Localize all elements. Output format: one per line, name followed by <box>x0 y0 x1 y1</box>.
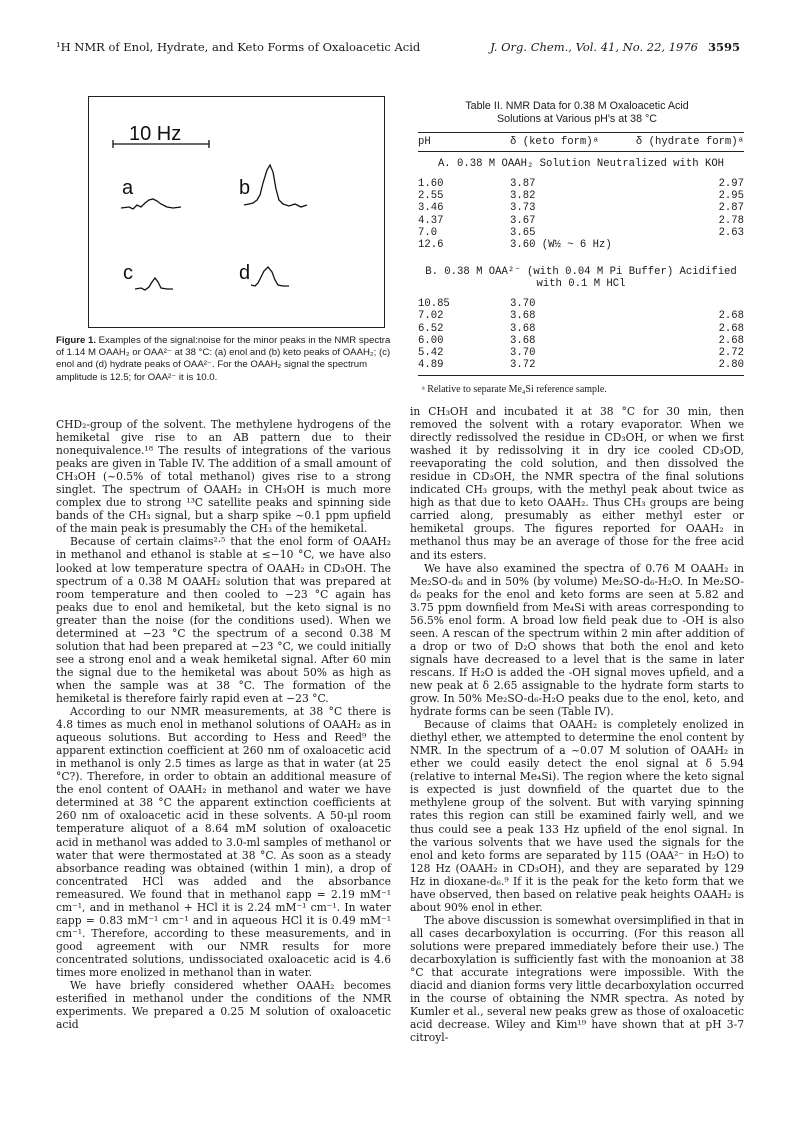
table-section-b-line-2: with 0.1 M HCl <box>536 278 626 291</box>
scale-bar-label: 10 Hz <box>129 123 182 145</box>
spectrum-b <box>244 165 307 207</box>
col-header-ph: pH <box>418 136 431 148</box>
spectrum-d <box>251 267 289 286</box>
table-title-line-1: Table II. NMR Data for 0.38 M Oxaloacetic Acid <box>465 100 689 112</box>
figure-caption-text: Examples of the signal:noise for the minor peaks in the NMR spectra of 1.14 M OAAH₂ or OAA²⁻ at 38 °C: (a) enol and (b) keto peaks of OAAH₂; (c) enol and (d) hydrate peaks of OAA²⁻. For the OAAH₂ signal the spectrum amplitude is 12.5; for OAA²⁻ it is 10.0. <box>56 335 391 383</box>
cell-keto: 3.73 <box>510 202 536 215</box>
figure-1 <box>88 96 385 328</box>
cell-ph: 4.89 <box>418 359 444 372</box>
cell-keto: 3.60 (W½ ~ 6 Hz) <box>510 238 612 251</box>
cell-ph: 7.0 <box>418 226 438 239</box>
right-column <box>410 405 744 1044</box>
cell-ph: 1.60 <box>418 178 444 190</box>
page-number: 3595 <box>707 40 740 54</box>
table-row <box>418 359 744 371</box>
table-row <box>418 298 744 310</box>
table-footnote: ᵃ Relative to separate Me₄Si reference sample. <box>422 384 607 396</box>
cell-ph: 10.85 <box>418 298 450 311</box>
table-header <box>418 133 744 152</box>
paragraph: We have also examined the spectra of 0.76 M OAAH₂ in Me₂SO-d₆ and in 50% (by volume) Me₂SO-d₆-H₂O. In Me₂SO-d₆ peaks for the enol and keto forms are seen at 5.82 and 3.75 ppm downfield from Me₄Si with areas corresponding to 56.5% enol form. A broad low field peak due to -OH is also seen. A rescan of the spectrum within 2 min after addition of a drop or two of D₂O shows that both the enol and keto signals have decreased to a level that is the same in later rescans. If H₂O is added the -OH signal moves upfield, and a new peak at δ 2.65 assignable to the hydrate form starts to grow. In 50% Me₂SO-d₆-H₂O peaks due to the enol, keto, and hydrate forms can be seen (Table IV). <box>410 561 744 719</box>
table-ii <box>418 132 744 395</box>
cell-keto: 3.72 <box>510 359 536 372</box>
paragraph: The above discussion is somewhat oversimplified in that in all cases decarboxylation is occurring. (For this reason all solutions were prepared immediately before their use.) The decarboxylation is sufficiently fast with the monoanion at 38 °C that accurate integrations were impossible. With the diacid and dianion forms very little decarboxylation occurred in the course of obtaining the NMR spectra. As noted by Kumler et al., several new peaks grew as those of oxaloacetic acid decrease. Wiley and Kim¹⁹ have shown that at pH 3-7 citroyl- <box>410 913 744 1045</box>
table-section-a: A. 0.38 M OAAH₂ Solution Neutralized with KOH <box>437 158 725 170</box>
table-row <box>418 310 744 322</box>
panel-label-d: d <box>239 262 251 284</box>
table-title <box>410 100 744 126</box>
cell-hydrate: 2.68 <box>718 310 744 323</box>
cell-hydrate: 2.87 <box>718 202 744 215</box>
paragraph: We have briefly considered whether OAAH₂ becomes esterified in methanol under the conditions of the NMR experiments. We prepared a 0.25 M solution of oxaloacetic acid <box>56 979 391 1032</box>
table-row <box>418 335 744 347</box>
paragraph: Because of certain claims²·⁵ that the enol form of OAAH₂ in methanol and ethanol is stable at ≤−10 °C, we have also looked at low temperature spectra of OAAH₂ in CD₃OH. The spectrum of a 0.38 M OAAH₂ solution that was prepared at room temperature and then cooled to −23 °C again has peaks due to enol and hemiketal, but the keto signal is no greater than the noise (for the conditions used). When we determined at −23 °C the spectrum of a second 0.38 M solution that had been prepared at −23 °C, we could initially see a strong enol and a weak hemiketal signal. After 60 min the signal due to the hemiketal was about 50% as high as when the sample was at 38 °C. The formation of the hemiketal is therefore fairly rapid even at −23 °C. <box>56 535 391 705</box>
cell-ph: 3.46 <box>418 202 444 215</box>
cell-keto: 3.65 <box>510 226 536 239</box>
cell-keto: 3.87 <box>510 178 536 190</box>
figure-caption-label: Figure 1. <box>56 335 96 346</box>
paragraph: CHD₂-group of the solvent. The methylene hydrogens of the hemiketal give rise to an AB pattern due to their nonequivalence.¹⁸ The results of integrations of the various peaks are given in Table IV. The addition of a small amount of CH₃OH (~0.5% of total methanol) gives rise to a strong singlet. The spectrum of OAAH₂ in CH₃OH is much more complex due to strong ¹³C satellite peaks and spinning side bands of the CH₃ signal, but a sharp spike ~0.1 ppm upfield of the main peak is presumably the CH₃ of the hemiketal. <box>56 418 391 536</box>
cell-ph: 12.6 <box>418 238 444 251</box>
cell-hydrate: 2.95 <box>718 190 744 203</box>
running-header-journal <box>490 40 740 54</box>
cell-hydrate: 2.78 <box>718 214 744 227</box>
table-row <box>418 239 744 251</box>
table-row <box>418 178 744 190</box>
table-row <box>418 215 744 227</box>
cell-keto: 3.68 <box>510 310 536 323</box>
cell-hydrate: 2.72 <box>718 346 744 359</box>
table-rows-a <box>418 178 744 251</box>
cell-ph: 6.00 <box>418 334 444 347</box>
cell-keto: 3.68 <box>510 334 536 347</box>
cell-keto: 3.70 <box>510 298 536 311</box>
col-header-keto: δ (keto form)ᵃ <box>510 136 600 148</box>
cell-ph: 4.37 <box>418 214 444 227</box>
cell-ph: 7.02 <box>418 310 444 323</box>
cell-ph: 5.42 <box>418 346 444 359</box>
table-title-line-2: Solutions at Various pH's at 38 °C <box>497 113 657 125</box>
cell-keto: 3.70 <box>510 346 536 359</box>
paragraph: Because of claims that OAAH₂ is completely enolized in diethyl ether, we attempted to determine the enol content by NMR. In the spectrum of a ~0.07 M solution of OAAH₂ in ether we could easily detect the enol signal at δ 5.94 (relative to internal Me₄Si). The region where the keto signal is expected is just downfield of the quartet due to the methylene group of the solvent. But with varying spinning rates this region can still be examined fairly well, and we thus could see a peak 133 Hz upfield of the enol signal. In the various solvents that we have used the signals for the enol and keto forms are separated by 115 (OAA²⁻ in H₂O) to 128 Hz (OAAH₂ in CD₃OH), and they are separated by 129 Hz in dioxane-d₆.⁹ If it is the peak for the keto form that we have observed, then based on relative peak heights OAAH₂ is about 90% enol in ether. <box>410 718 744 914</box>
table-row <box>418 347 744 359</box>
table-section-b-line-1: B. 0.38 M OAA²⁻ (with 0.04 M Pi Buffer) Acidified <box>425 266 737 279</box>
cell-ph: 6.52 <box>418 322 444 335</box>
running-header-title: ¹H NMR of Enol, Hydrate, and Keto Forms of Oxaloacetic Acid <box>56 40 421 54</box>
table-row <box>418 190 744 202</box>
spectrum-a <box>121 199 181 209</box>
panel-label-a: a <box>122 177 134 199</box>
cell-ph: 2.55 <box>418 190 444 203</box>
cell-hydrate: 2.63 <box>718 226 744 239</box>
cell-keto: 3.68 <box>510 322 536 335</box>
table-row <box>418 227 744 239</box>
cell-hydrate: 2.68 <box>718 322 744 335</box>
table-row <box>418 323 744 335</box>
cell-keto: 3.82 <box>510 190 536 203</box>
table-row <box>418 202 744 214</box>
journal-citation: J. Org. Chem., Vol. 41, No. 22, 1976 <box>490 40 698 54</box>
left-column <box>56 418 391 1031</box>
cell-hydrate: 2.80 <box>718 359 744 372</box>
figure-caption <box>56 335 391 384</box>
cell-hydrate: 2.68 <box>718 334 744 347</box>
figure-spectra <box>89 97 384 327</box>
panel-label-c: c <box>123 262 133 284</box>
cell-hydrate: 2.97 <box>718 178 744 190</box>
table-rows-b <box>418 298 744 371</box>
panel-label-b: b <box>239 177 251 199</box>
table-section-b <box>418 265 744 290</box>
paragraph: in CH₃OH and incubated it at 38 °C for 30 min, then removed the solvent with a rotary evaporator. When we directly redissolved the residue in CD₃OH, or when we first washed it by redissolving it in dry ice cooled CD₃OD, reevaporating the cold solution, and then dissolved the residue in CD₃OH, the NMR spectra of the final solutions indicated CH₃ groups, with the methyl peak about twice as high as that due to keto OAAH₂. Thus CH₃ groups are being carried along, presumably as either methyl ester or hemiketal groups. The figures reported for OAAH₂ in methanol thus may be an average of those for the free acid and its esters. <box>410 405 744 562</box>
cell-keto: 3.67 <box>510 214 536 227</box>
col-header-hydrate: δ (hydrate form)ᵃ <box>635 136 744 148</box>
paragraph: According to our NMR measurements, at 38 °C there is 4.8 times as much enol in methanol solutions of OAAH₂ as in aqueous solutions. But according to Hess and Reed⁹ the apparent extinction coefficient at 260 nm of oxaloacetic acid in methanol is only 2.5 times as large as that in water (at 25 °C?). Therefore, in order to obtain an additional measure of the enol content of OAAH₂ in methanol and water we have determined at 38 °C the apparent extinction coefficients at 260 nm of oxaloacetic acid in these solvents. A 50-µl room temperature aliquot of a 8.64 mM solution of oxaloacetic acid in methanol was added to 3.0-ml samples of methanol or water that were thermostated at 38 °C. As soon as a steady absorbance reading was obtained (within 1 min), a drop of concentrated HCl was added and the absorbance remeasured. We found that in methanol εapp = 2.19 mM⁻¹ cm⁻¹, and in methanol + HCl it is 2.24 mM⁻¹ cm⁻¹. In water εapp = 0.83 mM⁻¹ cm⁻¹ and in aqueous HCl it is 0.49 mM⁻¹ cm⁻¹. Therefore, according to these measurements, and in good agreement with our NMR results for more concentrated solutions, undissociated oxaloacetic acid is 4.6 times more enolized in methanol than in water. <box>56 705 391 979</box>
spectrum-c <box>135 278 173 290</box>
